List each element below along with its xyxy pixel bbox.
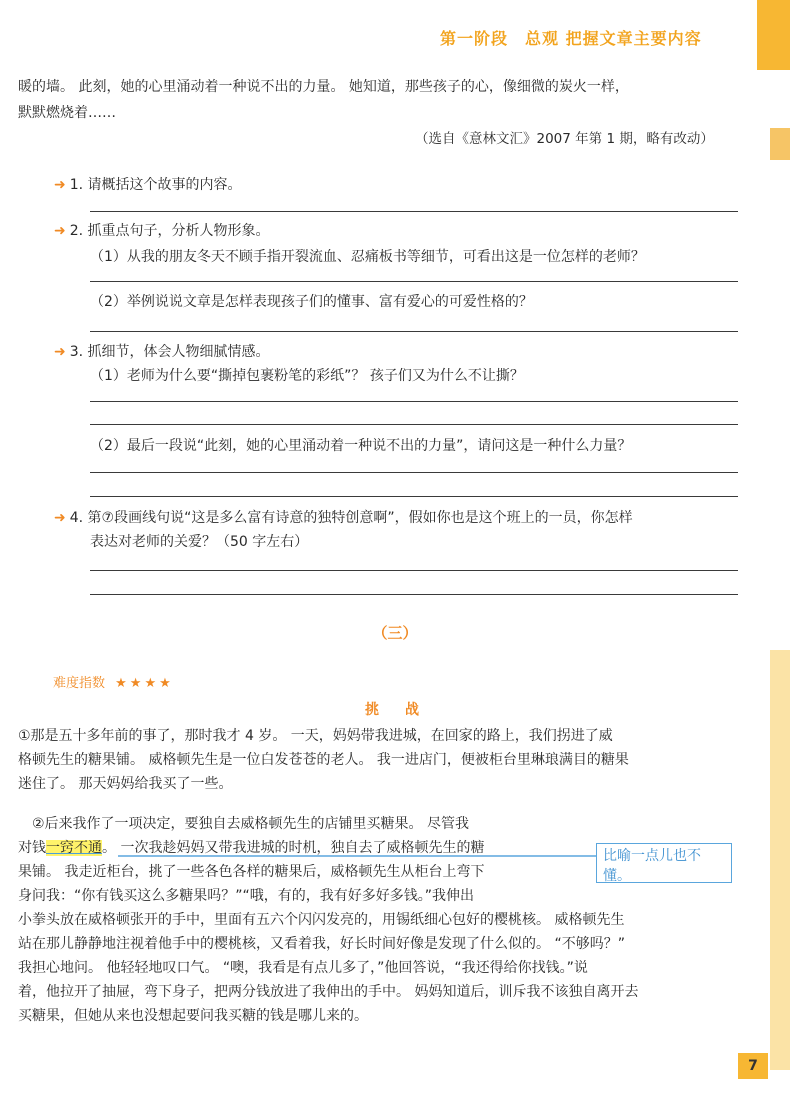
story-p1-line-3: 迷住了。 那天妈妈给我买了一些。 — [18, 776, 233, 792]
question-2-text: 2. 抓重点句子，分析人物形象。 — [69, 223, 270, 239]
question-4-line-2: 表达对老师的关爱？（50 字左右） — [90, 534, 309, 550]
story-p2-line-6: 站在那儿静静地注视着他手中的樱桃核，又看着我，好长时间好像是发现了什么似的。 “不够吗？” — [18, 936, 625, 952]
difficulty-stars: ★★★★ — [115, 676, 174, 691]
story-p2-line-1: ②后来我作了一项决定，要独自去威格顿先生的店铺里买糖果。 尽管我 — [32, 816, 469, 832]
answer-line[interactable] — [90, 331, 738, 332]
story-text: 。 一次我趁妈妈又带我进城的时机，独自去了威格顿先生的糖 — [102, 840, 485, 856]
question-3 — [54, 340, 270, 364]
story-text: 对钱 — [18, 840, 46, 856]
story-p1-line-1: ①那是五十多年前的事了，那时我才 4 岁。 一天，妈妈带我进城，在回家的路上，我们拐进了威 — [18, 728, 613, 744]
answer-line[interactable] — [90, 211, 738, 212]
question-1 — [54, 173, 242, 197]
section-title: （三） — [372, 624, 418, 642]
arrow-icon: ➜ — [54, 510, 66, 526]
header-color-tab — [757, 0, 790, 70]
question-1-text: 1. 请概括这个故事的内容。 — [69, 177, 242, 193]
arrow-icon: ➜ — [54, 223, 66, 239]
question-3-2: （2）最后一段说“此刻，她的心里涌动着一种说不出的力量”，请问这是一种什么力量？ — [90, 438, 632, 454]
question-4 — [54, 506, 633, 530]
story-p2-line-3: 果铺。 我走近柜台，挑了一些各色各样的糖果后，威格顿先生从柜台上弯下 — [18, 864, 485, 880]
story-p1-line-2: 格顿先生的糖果铺。 威格顿先生是一位白发苍苍的老人。 我一进店门，便被柜台里琳琅满目的糖果 — [18, 752, 629, 768]
story-title: 挑 战 — [365, 702, 425, 718]
intro-line-1: 暖的墙。 此刻，她的心里涌动着一种说不出的力量。 她知道，那些孩子的心，像细微的炭火一样， — [18, 79, 629, 95]
answer-line[interactable] — [90, 496, 738, 497]
intro-line-2: 默默燃烧着…… — [18, 105, 116, 121]
question-3-text: 3. 抓细节，体会人物细腻情感。 — [69, 344, 270, 360]
source-citation: （选自《意林文汇》2007 年第 1 期，略有改动） — [415, 131, 714, 147]
side-tab-marker — [770, 128, 790, 160]
answer-line[interactable] — [90, 401, 738, 402]
story-p2-line-4: 身问我：“你有钱买这么多糖果吗？”“哦，有的，我有好多好多钱。”我伸出 — [18, 888, 475, 904]
difficulty-label: 难度指数 — [53, 676, 106, 691]
page-header-title: 第一阶段 总观 把握文章主要内容 — [440, 29, 702, 48]
story-p2-line-7: 我担心地问。 他轻轻地叹口气。 “噢，我看是有点儿多了，”他回答说，“我还得给你找钱。”说 — [18, 960, 588, 976]
answer-line[interactable] — [90, 424, 738, 425]
story-p2-line-5: 小拳头放在威格顿张开的手中，里面有五六个闪闪发亮的，用锡纸细心包好的樱桃核。 威格顿先生 — [18, 912, 625, 928]
question-2-1: （1）从我的朋友冬天不顾手指开裂流血、忍痛板书等细节，可看出这是一位怎样的老师？ — [90, 249, 645, 265]
arrow-icon: ➜ — [54, 344, 66, 360]
annotation-connector — [118, 850, 598, 862]
difficulty-indicator — [53, 672, 174, 691]
page-number: 7 — [738, 1053, 768, 1079]
question-2-2: （2）举例说说文章是怎样表现孩子们的懂事、富有爱心的可爱性格的？ — [90, 294, 533, 310]
question-2 — [54, 219, 270, 243]
answer-line[interactable] — [90, 594, 738, 595]
answer-line[interactable] — [90, 472, 738, 473]
answer-line[interactable] — [90, 281, 738, 282]
annotation-note: 比喻一点儿也不懂。 — [596, 843, 732, 883]
answer-line[interactable] — [90, 570, 738, 571]
story-p2-line-8: 着，他拉开了抽屉，弯下身子，把两分钱放进了我伸出的手中。 妈妈知道后，训斥我不该独自离开去 — [18, 984, 639, 1000]
arrow-icon: ➜ — [54, 177, 66, 193]
question-4-text: 4. 第⑦段画线句说“这是多么富有诗意的独特创意啊”，假如你也是这个班上的一员，你怎样 — [69, 510, 633, 526]
story-p2-line-9: 买糖果，但她从来也没想起要问我买糖的钱是哪儿来的。 — [18, 1008, 368, 1024]
highlighted-phrase: 一窍不通 — [46, 840, 102, 856]
question-3-1: （1）老师为什么要“撕掉包裹粉笔的彩纸”？ 孩子们又为什么不让撕？ — [90, 368, 524, 384]
